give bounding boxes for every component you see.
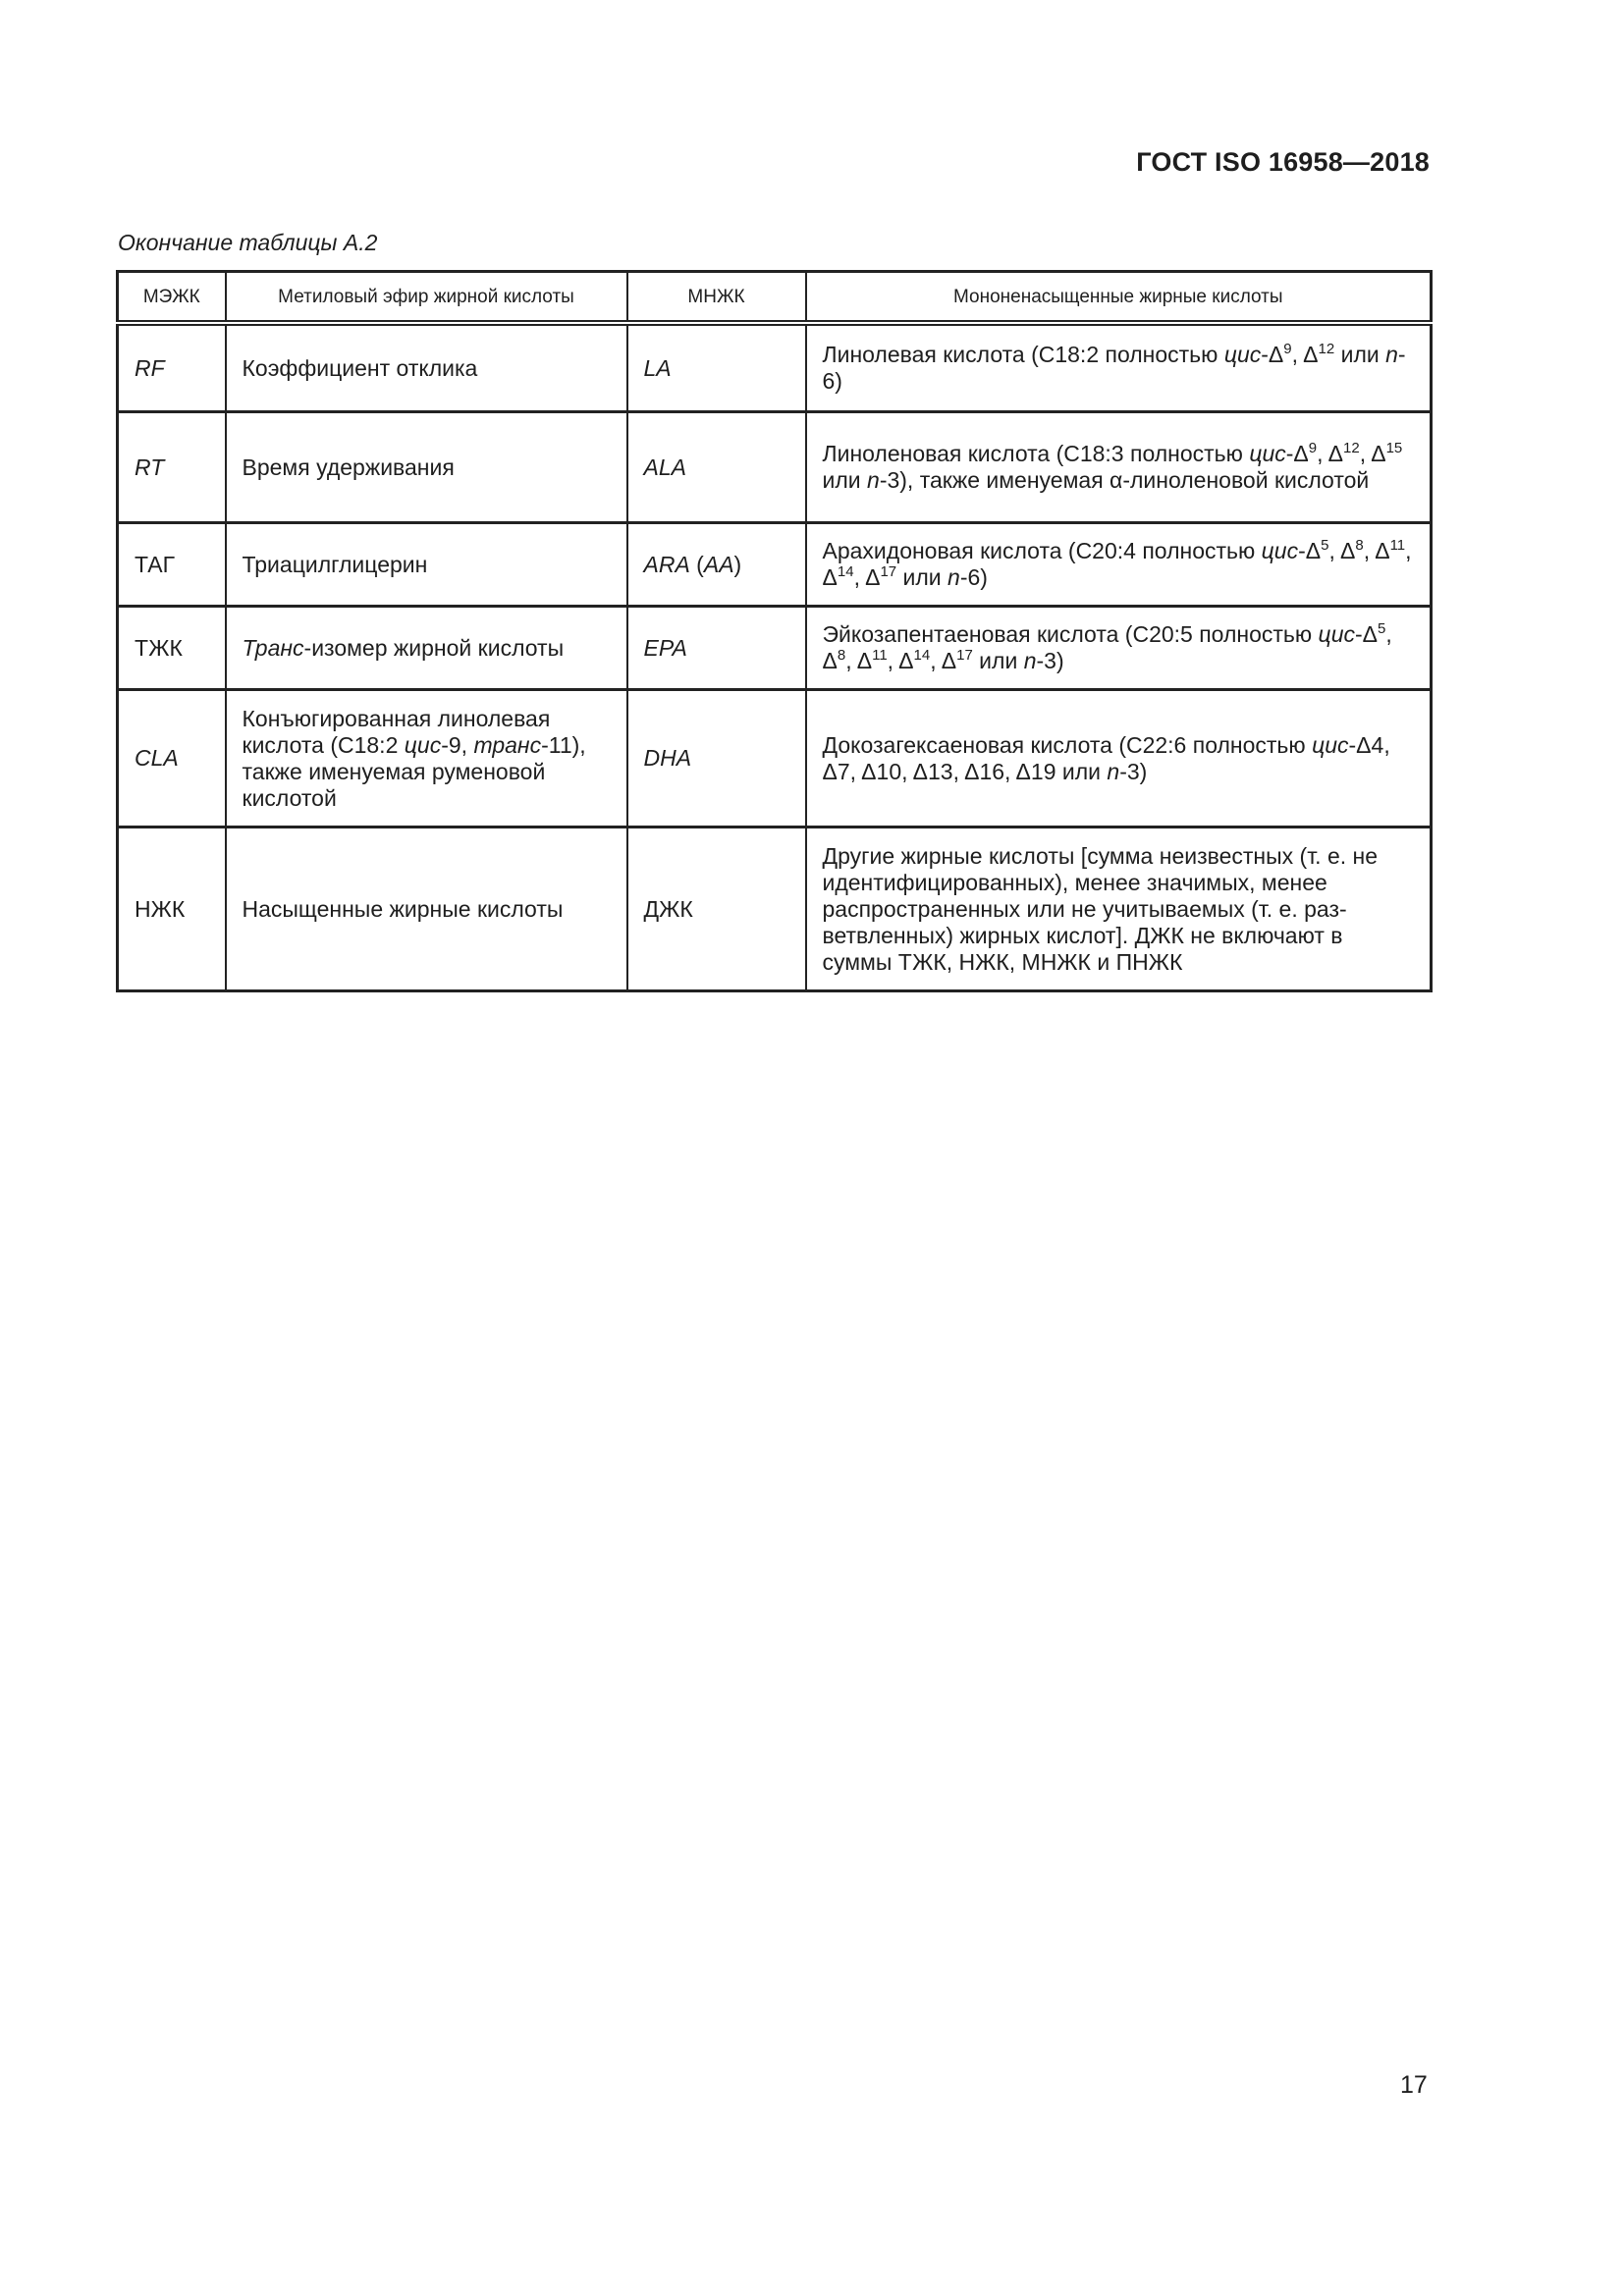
abbreviation-cell: ALA (627, 412, 806, 523)
definition-cell: Насыщенные жирные кислоты (226, 828, 627, 991)
abbreviation-cell: EPA (627, 607, 806, 690)
abbreviations-table (116, 270, 1433, 992)
table-row (118, 828, 1432, 991)
definition-cell: Коэффициент отклика (226, 323, 627, 412)
abbreviation-cell: LA (627, 323, 806, 412)
table-row (118, 523, 1432, 607)
definition-cell: Докозагексаеновая кислота (С22:6 полностью цис-Δ4, Δ7, Δ10, Δ13, Δ16, Δ19 или n-3) (806, 690, 1432, 828)
abbreviation-cell: RF (118, 323, 226, 412)
abbreviation-cell: ТАГ (118, 523, 226, 607)
abbreviation-cell: DHA (627, 690, 806, 828)
abbreviation-cell: ДЖК (627, 828, 806, 991)
column-header: Метиловый эфир жирной кислоты (226, 272, 627, 324)
table-row (118, 690, 1432, 828)
table-row (118, 323, 1432, 412)
table-caption: Окончание таблицы А.2 (118, 230, 378, 255)
page-number: 17 (1400, 2071, 1428, 2099)
definition-cell: Время удерживания (226, 412, 627, 523)
table-header-row (118, 272, 1432, 324)
definition-cell: Арахидоновая кислота (С20:4 полностью цис-$\Delta^5$, $\Delta^8$, $\Delta^{11}$, $\Delta^{14}$, $\Delta^{17}$ или n-6) (806, 523, 1432, 607)
definition-cell: Конъюгированная линолевая кислота (С18:2 цис-9, транс-11), также именуемая руменовой кислотой (226, 690, 627, 828)
table-row (118, 412, 1432, 523)
definition-cell: Другие жирные кислоты [сумма неизвестных (т. е. не идентифицированных), менее значимых, менее распространенных или не учитываемых (т. е. разветвленных) жирных кислот]. ДЖК не включают в суммы ТЖК, НЖК, МНЖК и ПНЖК (806, 828, 1432, 991)
table-row (118, 607, 1432, 690)
abbreviation-cell: ТЖК (118, 607, 226, 690)
column-header: МНЖК (627, 272, 806, 324)
abbreviation-cell: НЖК (118, 828, 226, 991)
definition-cell: Линолевая кислота (С18:2 полностью цис-$\Delta^9$, $\Delta^{12}$ или n-6) (806, 323, 1432, 412)
definition-cell: Триацилглицерин (226, 523, 627, 607)
document-header-id: ГОСТ ISO 16958—2018 (1136, 147, 1430, 177)
abbreviation-cell: RT (118, 412, 226, 523)
column-header: Мононенасыщенные жирные кислоты (806, 272, 1432, 324)
column-header: МЭЖК (118, 272, 226, 324)
definition-cell: Транс-изомер жирной кислоты (226, 607, 627, 690)
abbreviation-cell: CLA (118, 690, 226, 828)
definition-cell: Линоленовая кислота (С18:3 полностью цис-$\Delta^9$, $\Delta^{12}$, $\Delta^{15}$ или n-3), также именуемая α-линоленовой кислотой (806, 412, 1432, 523)
definition-cell: Эйкозапентаеновая кислота (С20:5 полностью цис-$\Delta^5$, $\Delta^8$, $\Delta^{11}$, $\Delta^{14}$, $\Delta^{17}$ или n-3) (806, 607, 1432, 690)
abbreviation-cell: ARA (AA) (627, 523, 806, 607)
